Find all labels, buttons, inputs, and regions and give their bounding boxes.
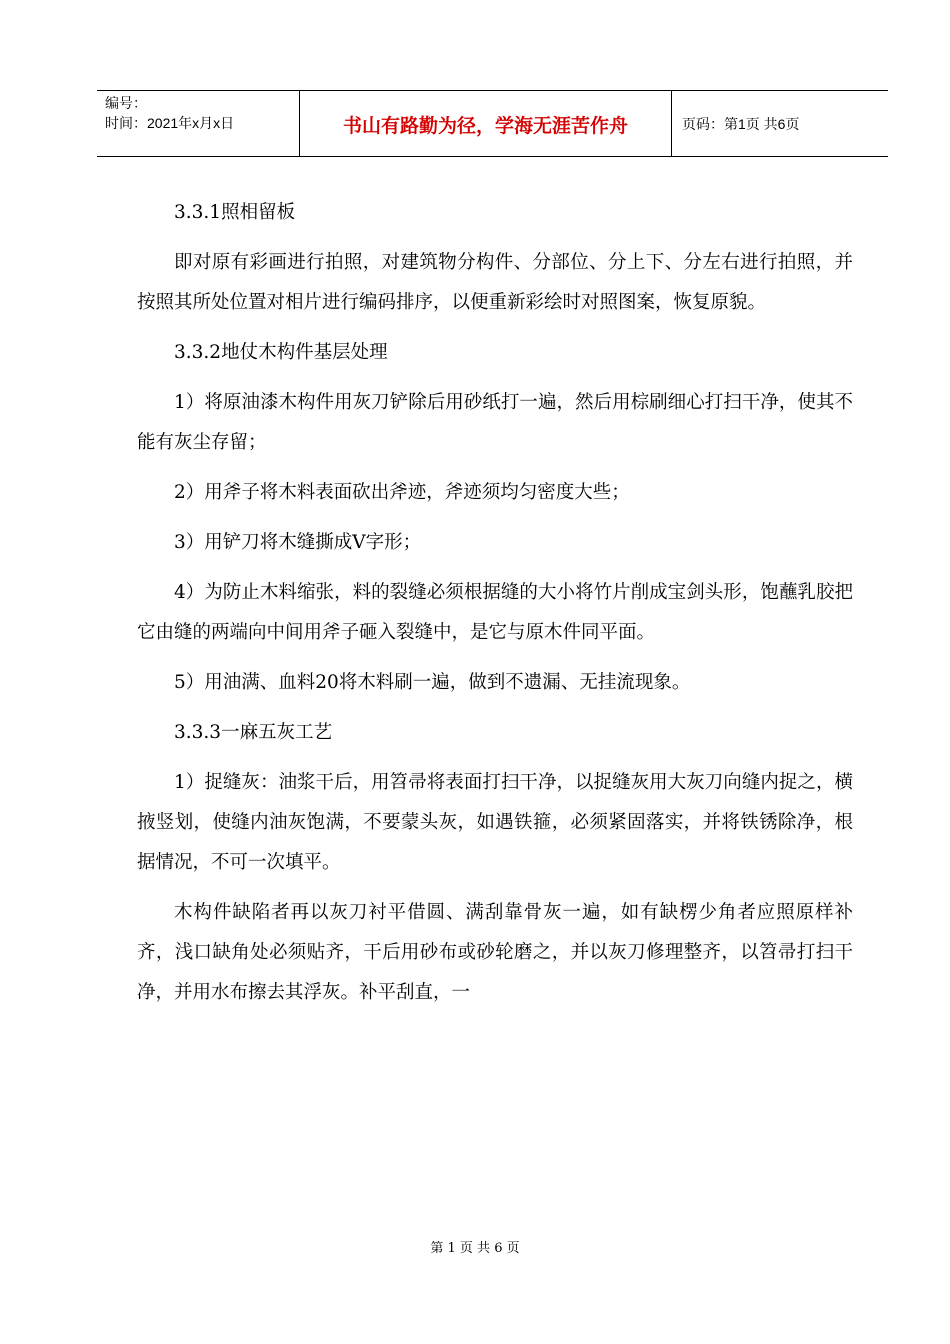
header-meta [97,91,300,156]
section-heading-3-3-3: 3.3.3一麻五灰工艺 [174,722,333,743]
page-header [97,90,888,157]
document-time-label: 时间：2021年x月x日 [105,115,235,131]
body-paragraph: 即对原有彩画进行拍照，对建筑物分构件、分部位、分上下、分左右进行拍照，并按照其所处位置对相片进行编码排序，以便重新彩绘时对照图案，恢复原貌。 [137,252,853,313]
document-number-label: 编号： [105,95,147,111]
body-paragraph: 1）捉缝灰：油浆干后，用笤帚将表面打扫干净，以捉缝灰用大灰刀向缝内捉之，横掖竖划，使缝内油灰饱满，不要蒙头灰，如遇铁箍，必须紧固落实，并将铁锈除净，根据情况，不可一次填平。 [137,772,853,873]
body-paragraph: 1）将原油漆木构件用灰刀铲除后用砂纸打一遍，然后用棕刷细心打扫干净，使其不能有灰尘存留； [137,392,853,453]
section-heading-3-3-2: 3.3.2地仗木构件基层处理 [174,342,388,363]
header-motto: 书山有路勤为径，学海无涯苦作舟 [300,91,672,156]
page-footer: 第 1 页 共 6 页 [430,1241,520,1256]
body-paragraph: 5）用油满、血料20将木料刷一遍，做到不遗漏、无挂流现象。 [174,672,691,693]
document-body [137,193,853,1023]
section-heading-3-3-1: 3.3.1照相留板 [174,202,296,223]
body-paragraph: 4）为防止木料缩张，料的裂缝必须根据缝的大小将竹片削成宝剑头形，饱蘸乳胶把它由缝的两端向中间用斧子砸入裂缝中，是它与原木件同平面。 [137,582,853,643]
body-paragraph: 2）用斧子将木料表面砍出斧迹，斧迹须均匀密度大些； [174,482,630,503]
body-paragraph: 3）用铲刀将木缝撕成V字形； [174,532,422,553]
header-page-info: 页码：第1页 共6页 [682,115,800,132]
body-paragraph: 木构件缺陷者再以灰刀衬平借圆、满刮靠骨灰一遍，如有缺楞少角者应照原样补齐，浅口缺角处必须贴齐，干后用砂布或砂轮磨之，并以灰刀修理整齐，以笤帚打扫干净，并用水布擦去其浮灰。补平刮直，一 [137,902,853,1003]
